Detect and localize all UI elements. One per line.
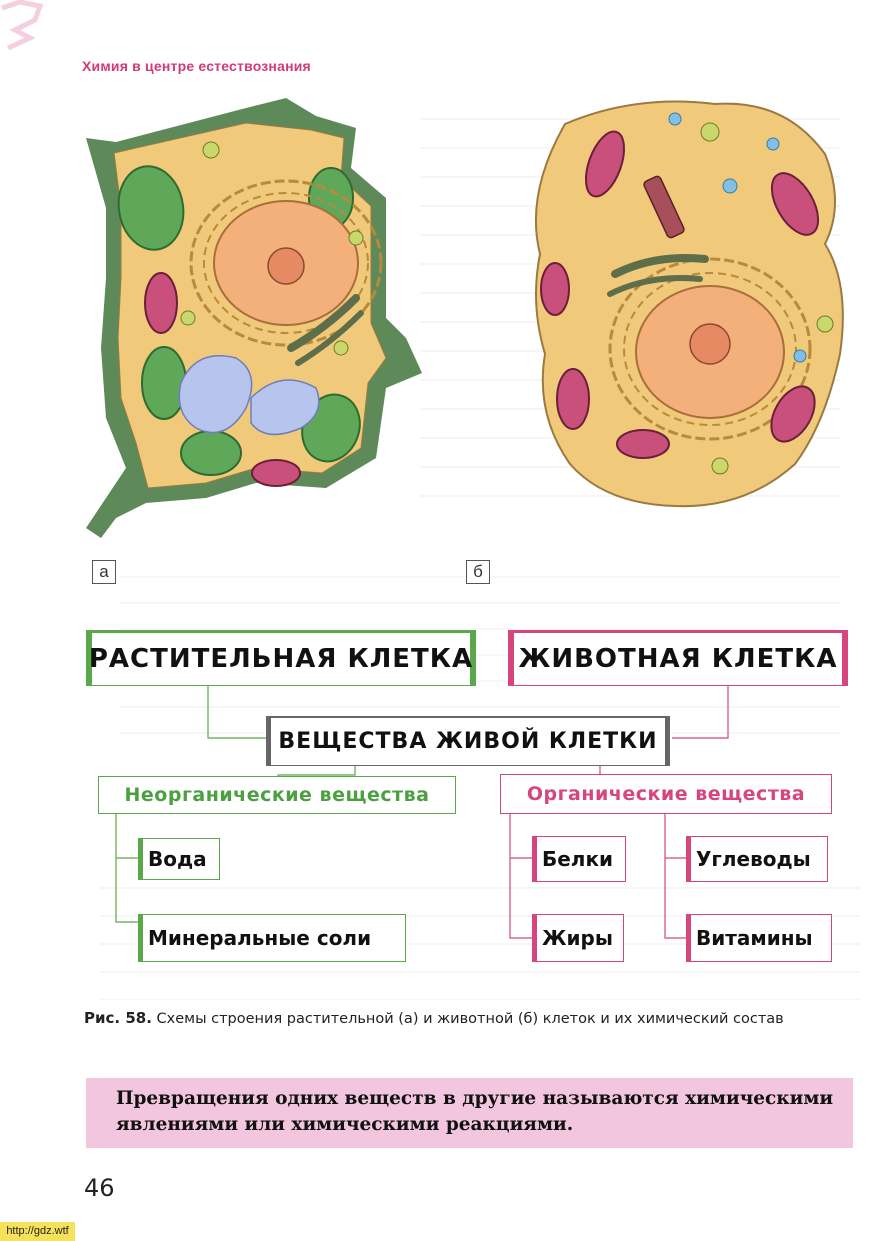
organic-item-proteins: Белки: [532, 836, 626, 882]
running-head: Химия в центре естествознания: [82, 58, 311, 74]
caption-label: Рис. 58.: [84, 1009, 152, 1027]
organic-substances-box: Органические вещества: [500, 774, 832, 814]
substances-box: ВЕЩЕСТВА ЖИВОЙ КЛЕТКИ: [266, 716, 670, 766]
organic-item-carbohydrates: Углеводы: [686, 836, 828, 882]
rule-definition: Превращения одних веществ в другие называются химическими явлениями или химическими реакциями.: [116, 1088, 834, 1135]
inorganic-item-salts: Минеральные соли: [138, 914, 406, 962]
animal-cell-box: ЖИВОТНАЯ КЛЕТКА: [508, 630, 848, 686]
inorganic-substances-box: Неорганические вещества: [98, 776, 456, 814]
page-number: 46: [84, 1174, 115, 1202]
organic-item-vitamins: Витамины: [686, 914, 832, 962]
organic-item-fats: Жиры: [532, 914, 624, 962]
inorganic-item-water: Вода: [138, 838, 220, 880]
figure-caption: [84, 1008, 844, 1029]
figure-label-b: б: [466, 560, 490, 584]
watermark-link[interactable]: http://gdz.wtf: [0, 1222, 75, 1241]
plant-cell-box: РАСТИТЕЛЬНАЯ КЛЕТКА: [86, 630, 476, 686]
figure-label-a: а: [92, 560, 116, 584]
caption-text: Схемы строения растительной (а) и животной (б) клеток и их химический состав: [151, 1011, 784, 1027]
